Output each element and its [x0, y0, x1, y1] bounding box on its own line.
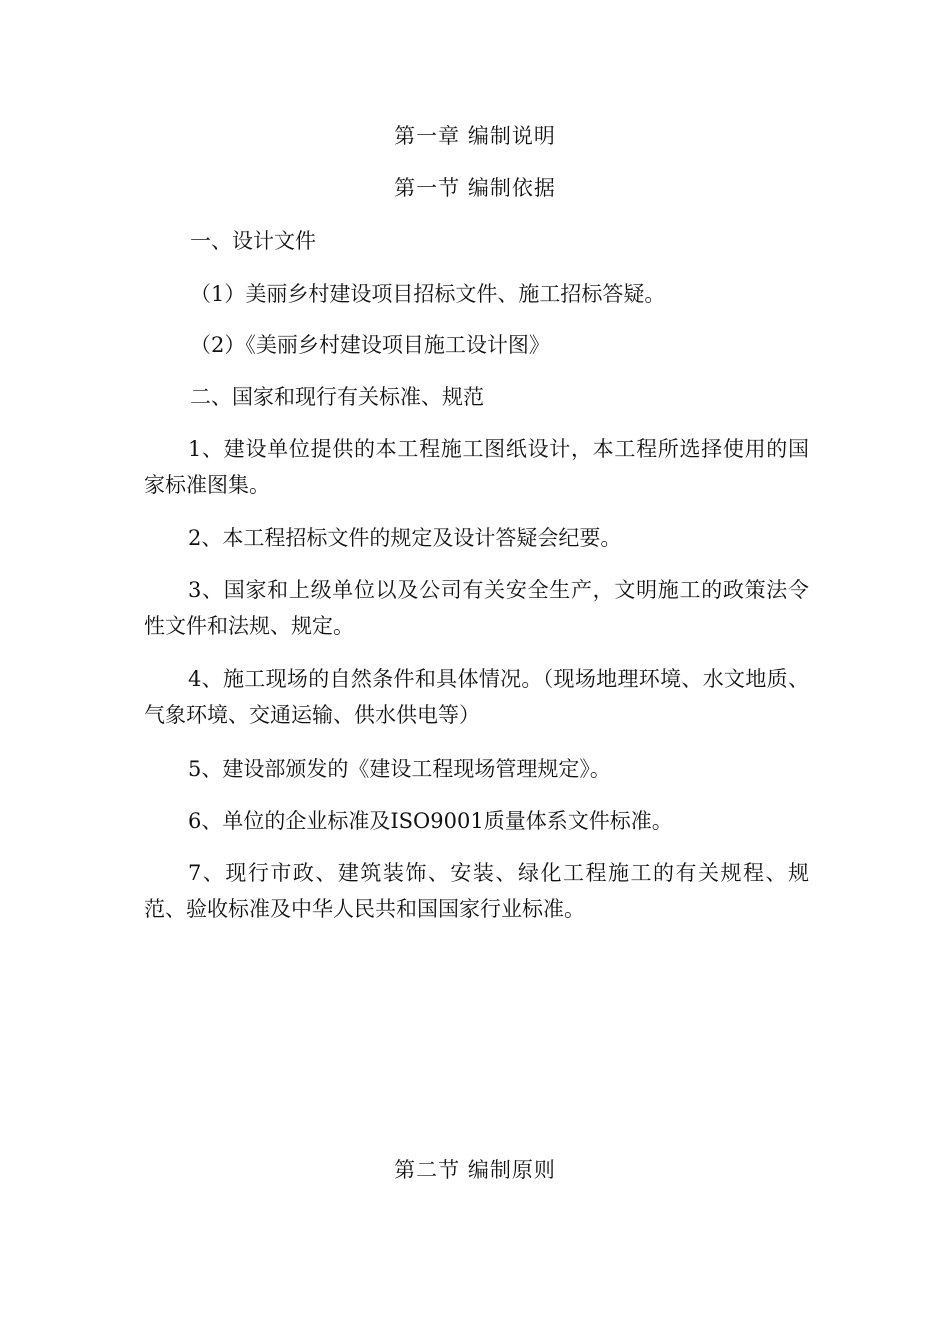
list-item: 4、施工现场的自然条件和具体情况。（现场地理环境、水文地质、气象环境、交通运输、供水供电等） — [144, 667, 809, 727]
chapter-title: 第一章 编制说明 — [394, 124, 556, 148]
list-item: 5、建设部颁发的《建设工程现场管理规定》。 — [188, 757, 611, 781]
list-item: 1、建设单位提供的本工程施工图纸设计，本工程所选择使用的国家标准图集。 — [144, 437, 809, 497]
list-item: 3、国家和上级单位以及公司有关安全生产，文明施工的政策法令性文件和法规、规定。 — [144, 578, 809, 638]
section-title-principles: 第二节 编制原则 — [394, 1158, 556, 1182]
list-item: （1）美丽乡村建设项目招标文件、施工招标答疑。 — [190, 282, 666, 306]
list-item: 6、单位的企业标准及ISO9001质量体系文件标准。 — [188, 809, 673, 833]
part-heading-design-files: 一、设计文件 — [190, 229, 316, 253]
part-heading-standards: 二、国家和现行有关标准、规范 — [190, 385, 484, 409]
list-item: 2、本工程招标文件的规定及设计答疑会纪要。 — [188, 526, 622, 550]
section-title-basis: 第一节 编制依据 — [394, 176, 556, 200]
list-item: （2）《美丽乡村建设项目施工设计图》 — [190, 333, 550, 357]
list-item: 7、现行市政、建筑装饰、安装、绿化工程施工的有关规程、规范、验收标准及中华人民共和国国家行业标准。 — [144, 861, 809, 921]
